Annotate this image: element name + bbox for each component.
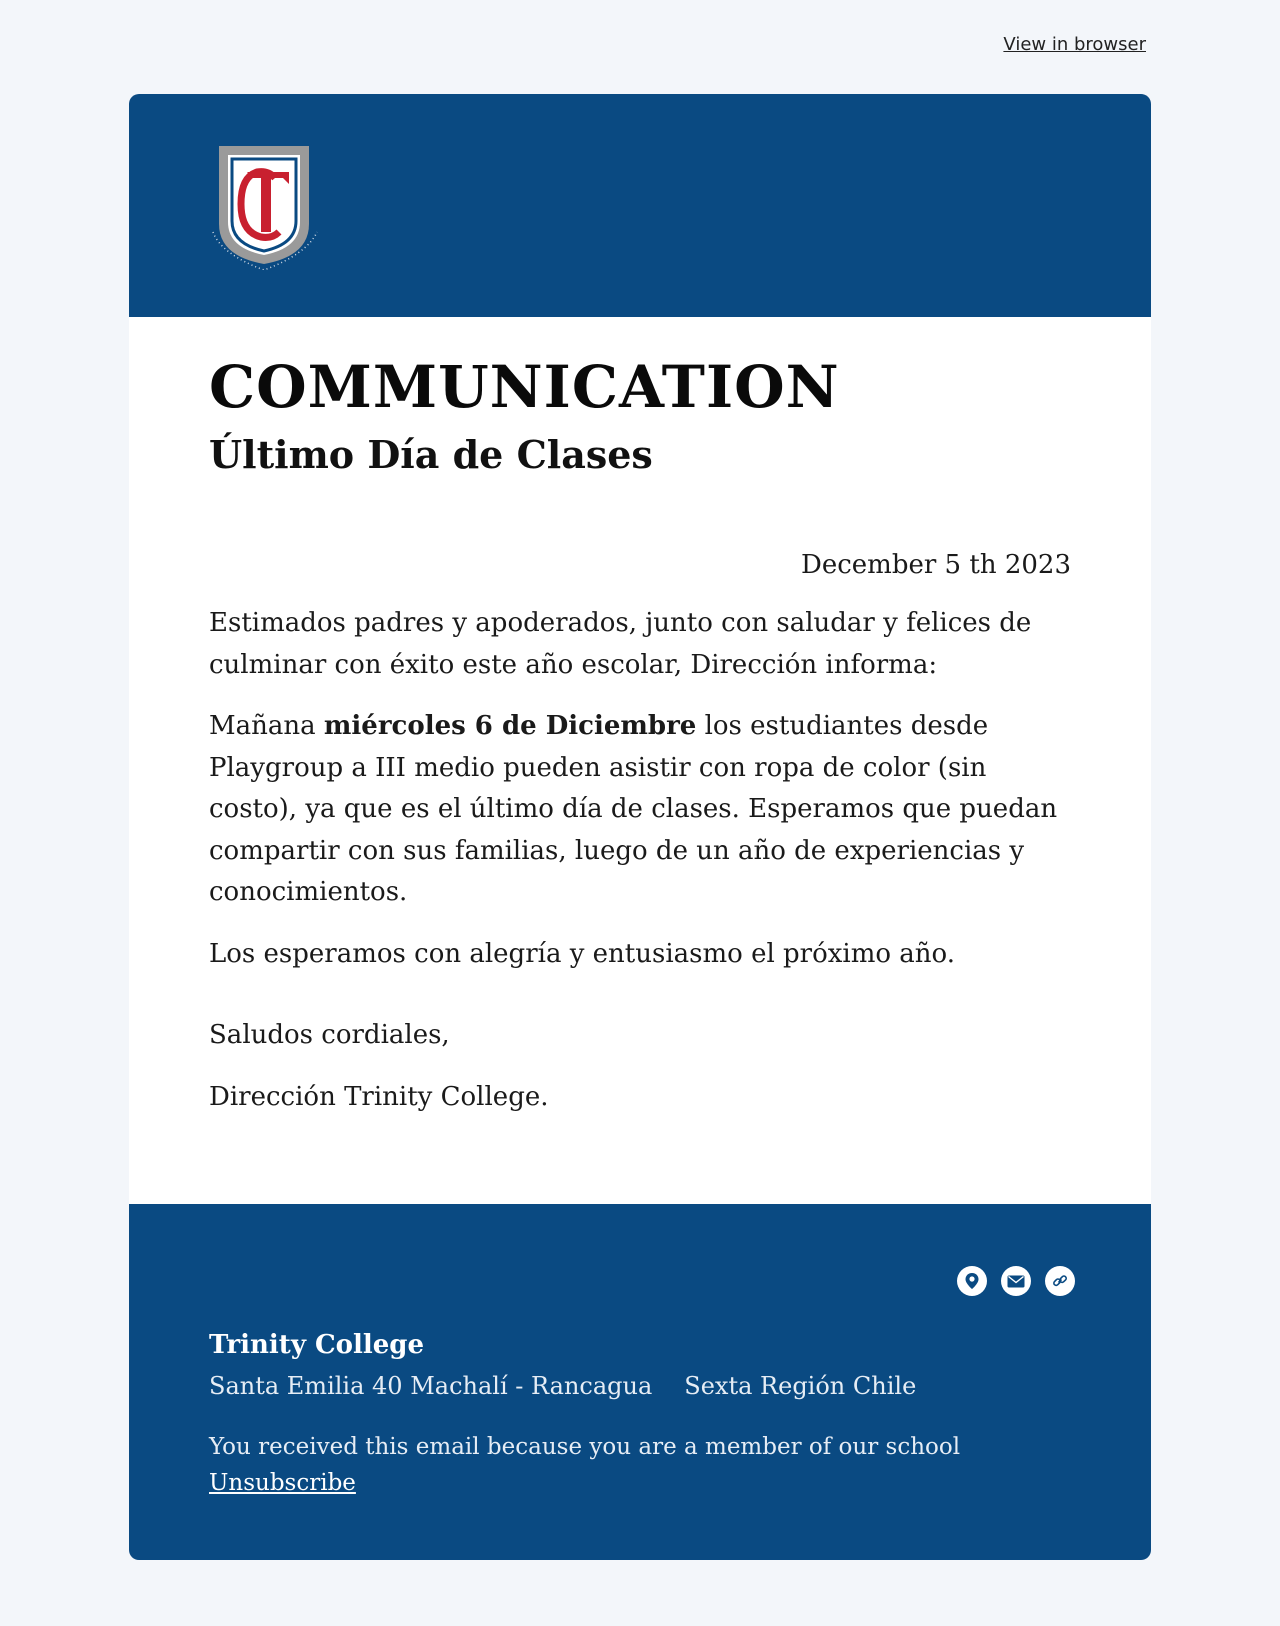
unsubscribe-link[interactable]: Unsubscribe	[209, 1470, 356, 1496]
footer-address	[209, 1372, 916, 1400]
email-card	[129, 94, 1151, 1560]
closing-line: Saludos cordiales,	[209, 1020, 450, 1050]
footer-note	[209, 1429, 960, 1501]
address-line-1: Santa Emilia 40 Machalí - Rancagua	[209, 1372, 653, 1400]
paragraph-farewell: Los esperamos con alegría y entusiasmo el próximo año.	[209, 938, 956, 969]
membership-note: You received this email because you are a member of our school	[209, 1434, 961, 1460]
footer-org-name: Trinity College	[209, 1330, 425, 1360]
date-line: December 5 th 2023	[801, 550, 1071, 580]
school-crest-logo	[211, 144, 319, 270]
address-line-2: Sexta Región Chile	[684, 1372, 917, 1400]
link-icon[interactable]	[1045, 1266, 1075, 1296]
announcement-text-pre: Mañana	[209, 711, 324, 741]
spacer	[209, 975, 1071, 1015]
paragraph-announcement	[209, 706, 1071, 914]
page-title: COMMUNICATION	[209, 353, 840, 421]
email-header	[129, 94, 1151, 317]
email-body	[129, 317, 1151, 1204]
signature-line: Dirección Trinity College.	[209, 1081, 549, 1112]
page-subtitle: Último Día de Clases	[209, 432, 653, 477]
announcement-text-post: los estudiantes desde Playgroup a III medio pueden asistir con ropa de color (sin costo), ya que es el último día de clases. Esperamos que puedan compartir con sus familias, luego de un año de experiencias y conocimientos.	[209, 711, 1058, 907]
view-in-browser-link[interactable]: View in browser	[1003, 34, 1146, 55]
footer-icons	[957, 1266, 1075, 1296]
announcement-date-bold: miércoles 6 de Diciembre	[323, 711, 697, 741]
location-icon[interactable]	[957, 1266, 987, 1296]
paragraph-intro: Estimados padres y apoderados, junto con saludar y felices de culminar con éxito este año escolar, Dirección informa:	[209, 608, 1032, 680]
email-footer	[129, 1204, 1151, 1560]
top-bar	[0, 0, 1280, 94]
mail-icon[interactable]	[1001, 1266, 1031, 1296]
